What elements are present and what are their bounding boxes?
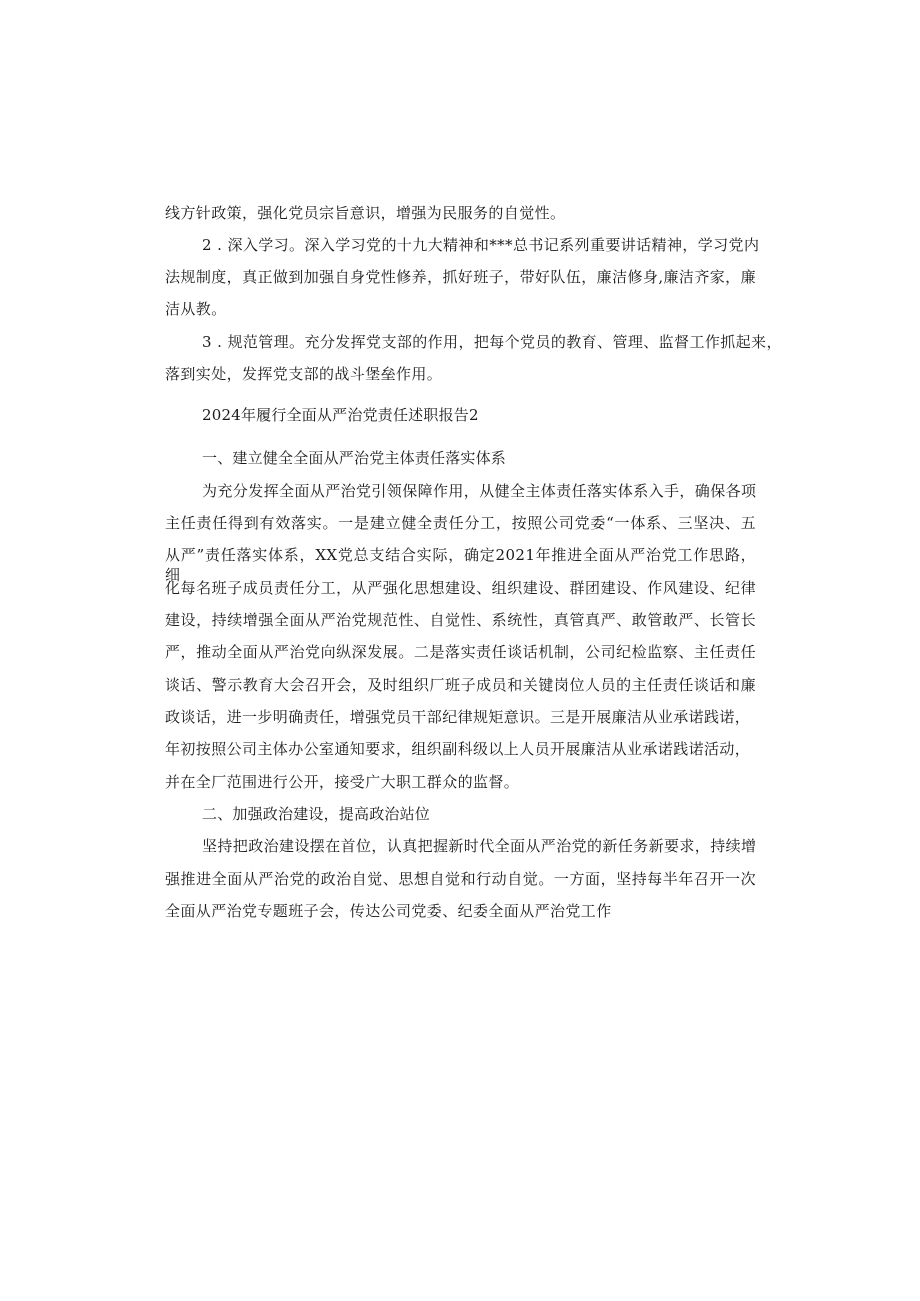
text-line: 全面从严治党专题班子会，传达公司党委、纪委全面从严治党工作	[165, 902, 612, 920]
text-line: 严，推动全面从严治党向纵深发展。二是落实责任谈话机制，公司纪检监察、主任责任	[165, 643, 756, 661]
text-line: 从严”责任落实体系，XX党总支结合实际，确定2021年推进全面从严治党工作思路，细	[165, 546, 756, 584]
text-line: 法规制度，真正做到加强自身党性修养，抓好班子，带好队伍，廉洁修身,廉洁齐家，廉	[165, 268, 756, 286]
text-line: 政谈话，进一步明确责任，增强党员干部纪律规矩意识。三是开展廉洁从业承诺践诺，	[165, 708, 751, 726]
text-line: 主任责任得到有效落实。一是建立健全责任分工，按照公司党委“一体系、三坚决、五	[165, 514, 756, 532]
text-line: 线方针政策，强化党员宗旨意识，增强为民服务的自觉性。	[165, 204, 566, 222]
text-line: 落到实处，发挥党支部的战斗堡垒作用。	[165, 365, 443, 383]
text-line: 并在全厂范围进行公开，接受广大职工群众的监督。	[165, 773, 520, 791]
text-line: 坚持把政治建设摆在首位，认真把握新时代全面从严治党的新任务新要求，持续增	[202, 837, 757, 855]
section-title: 2024年履行全面从严治党责任述职报告2	[202, 406, 479, 424]
text-line: 强推进全面从严治党的政治自觉、思想自觉和行动自觉。一方面，坚持每半年召开一次	[165, 870, 756, 888]
text-line: 为充分发挥全面从严治党引领保障作用，从健全主体责任落实体系入手，确保各项	[202, 482, 757, 500]
text-line: 化每名班子成员责任分工，从严强化思想建设、组织建设、群团建设、作风建设、纪律	[165, 579, 756, 597]
text-line: 年初按照公司主体办公室通知要求，组织副科级以上人员开展廉洁从业承诺践诺活动，	[165, 740, 751, 758]
text-line: 谈话、警示教育大会召开会，及时组织厂班子成员和关键岗位人员的主任责任谈话和廉	[165, 676, 756, 694]
section-heading: 二、加强政治建设，提高政治站位	[202, 805, 431, 823]
text-line: 2 . 深入学习。深入学习党的十九大精神和***总书记系列重要讲话精神，学习党内	[202, 236, 760, 254]
section-heading: 一、建立健全全面从严治党主体责任落实体系	[202, 449, 507, 467]
text-line: 建设，持续增强全面从严治党规范性、自觉性、系统性，真管真严、敢管敢严、长管长	[165, 611, 756, 629]
text-line: 3 . 规范管理。充分发挥党支部的作用，把每个党员的教育、管理、监督工作抓起来，	[202, 333, 782, 351]
text-line: 洁从教。	[165, 300, 227, 318]
